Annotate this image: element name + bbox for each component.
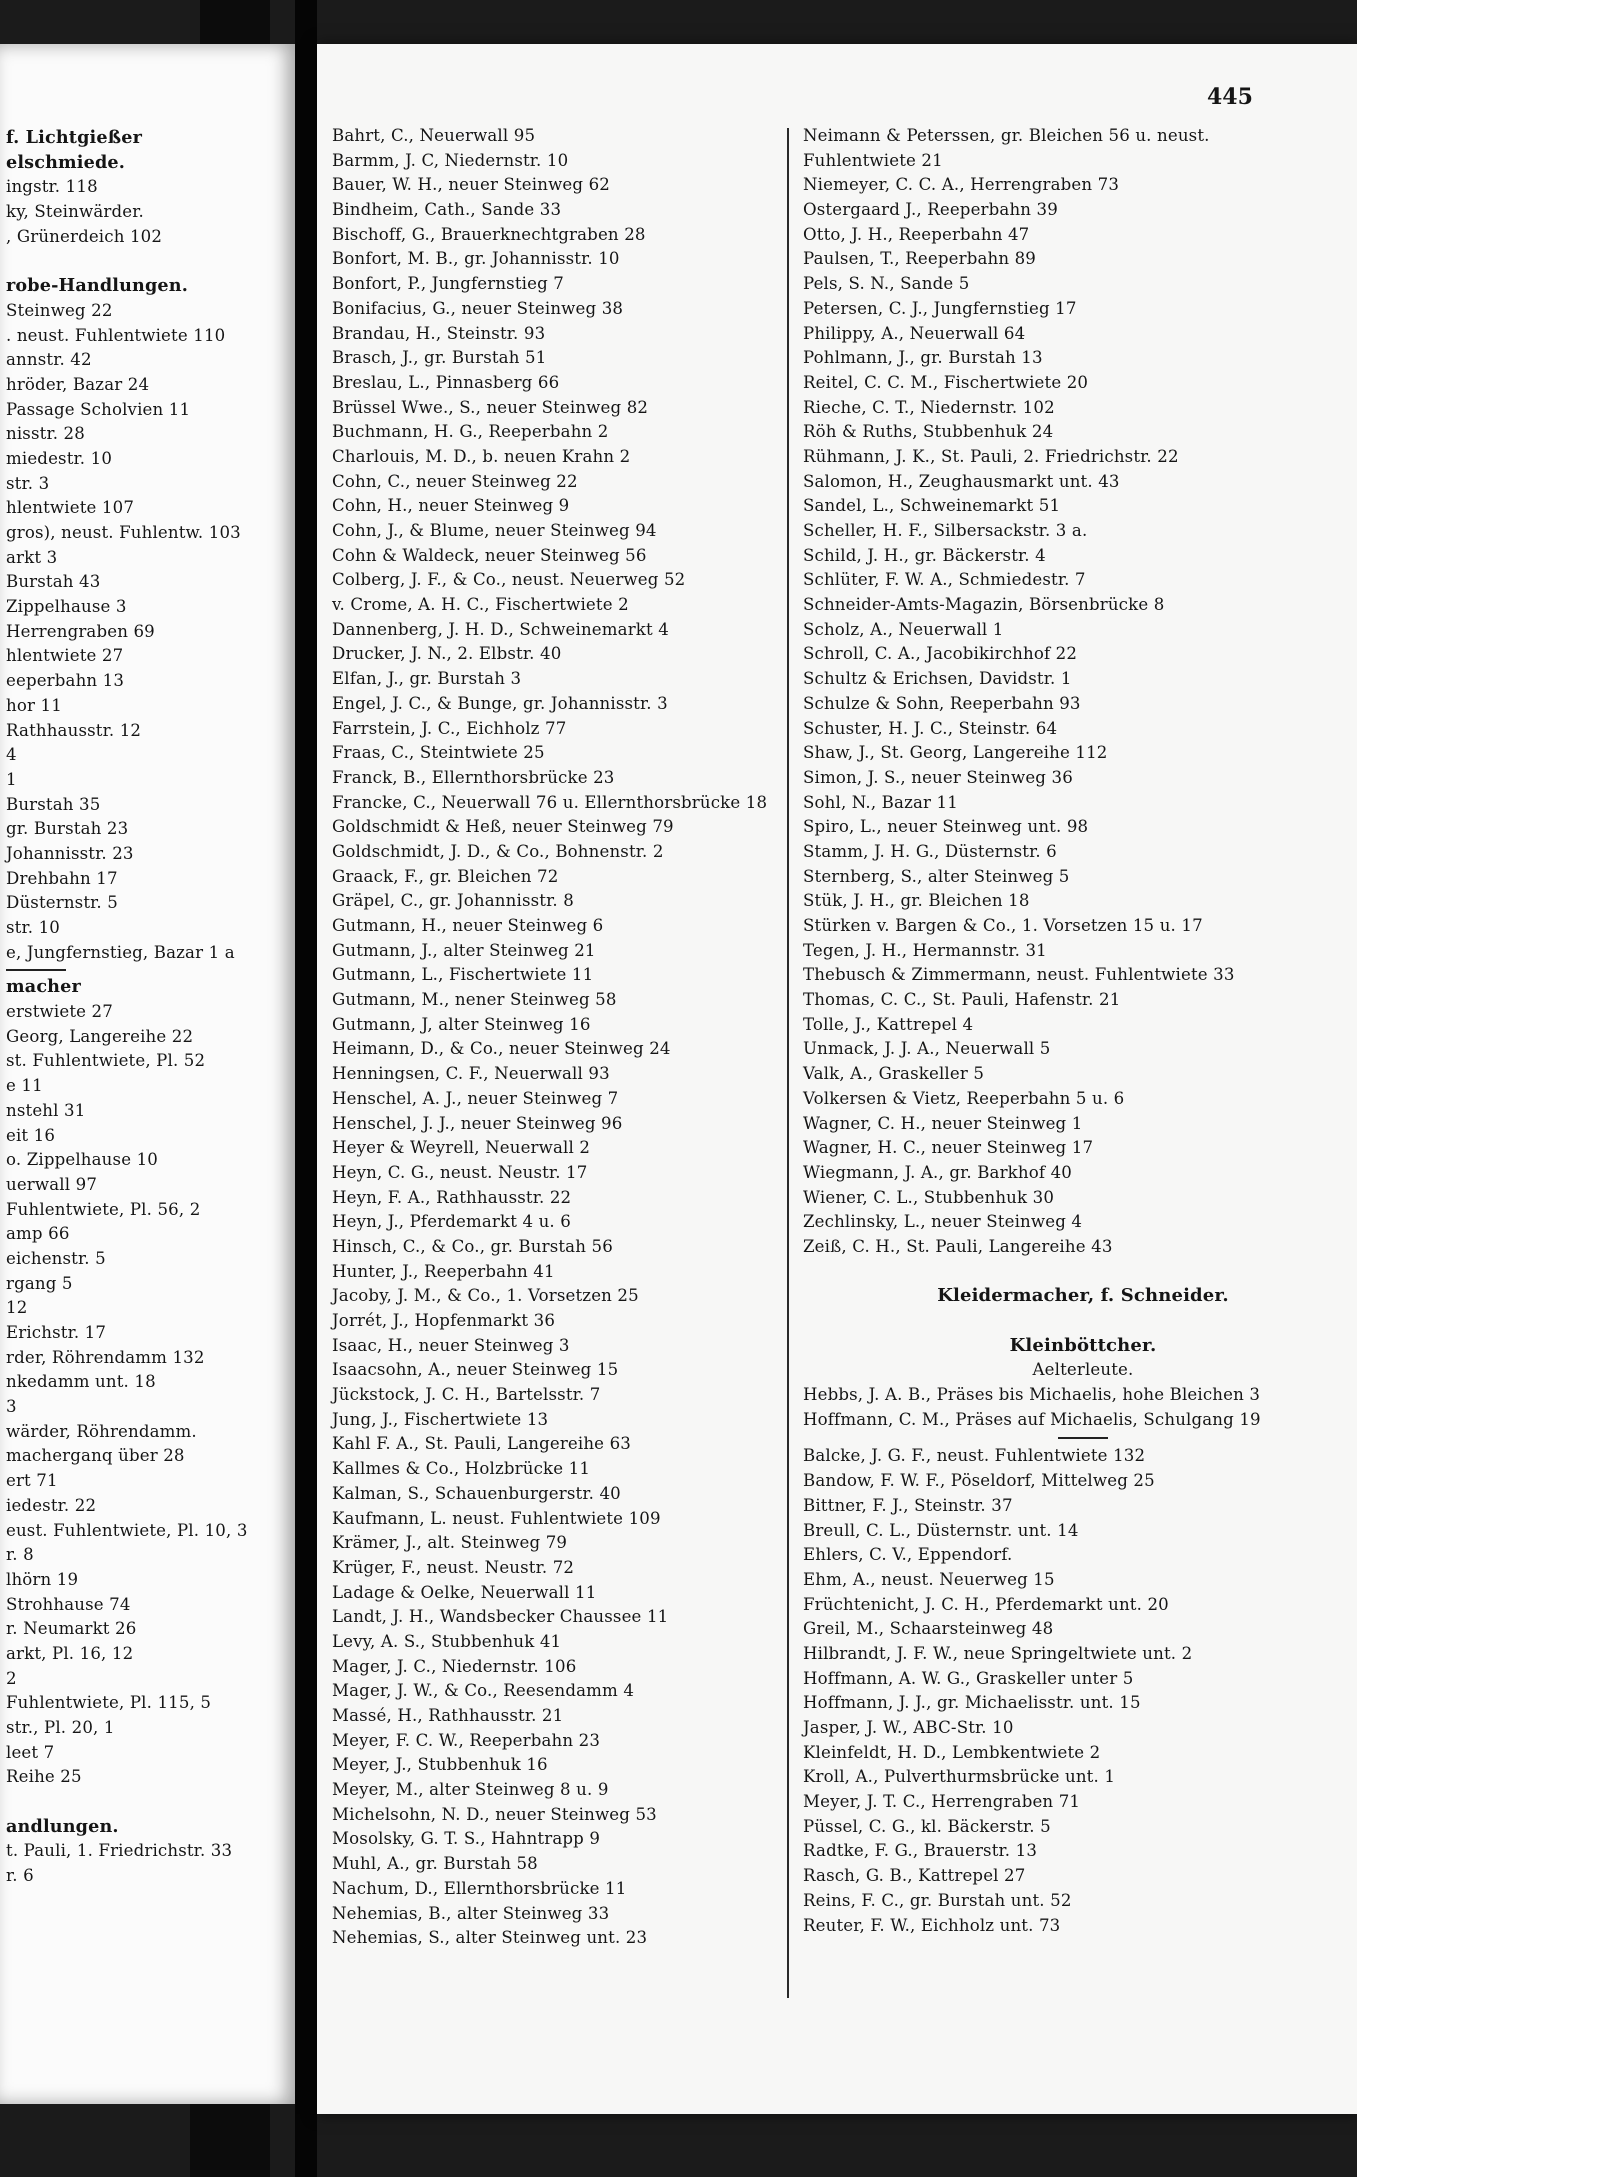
directory-entry: Franck, B., Ellernthorsbrücke 23 <box>332 767 615 787</box>
directory-entry: Gutmann, M., nener Steinweg 58 <box>332 990 617 1010</box>
directory-entry: Herrengraben 69 <box>6 621 155 641</box>
directory-entry: gr. Burstah 23 <box>6 819 129 839</box>
directory-entry: Otto, J. H., Reeperbahn 47 <box>803 224 1030 244</box>
directory-entry: Wagner, C. H., neuer Steinweg 1 <box>803 1113 1083 1133</box>
directory-entry: Kaufmann, L. neust. Fuhlentwiete 109 <box>332 1508 661 1528</box>
directory-entry: Rieche, C. T., Niedernstr. 102 <box>803 397 1055 417</box>
directory-entry: Tolle, J., Kattrepel 4 <box>803 1014 974 1034</box>
directory-entry: Burstah 35 <box>6 794 101 814</box>
directory-entry: Schulze & Sohn, Reeperbahn 93 <box>803 693 1081 713</box>
directory-entry: Elfan, J., gr. Burstah 3 <box>332 669 522 689</box>
directory-entry: Jasper, J. W., ABC-Str. 10 <box>803 1718 1014 1737</box>
directory-entry: Shaw, J., St. Georg, Langereihe 112 <box>803 743 1108 763</box>
directory-entry: Drehbahn 17 <box>6 868 118 888</box>
book-gutter <box>295 0 317 2177</box>
directory-entry: Brüssel Wwe., S., neuer Steinweg 82 <box>332 397 649 417</box>
directory-entry: Francke, C., Neuerwall 76 u. Ellernthorsbrücke 18 <box>332 792 768 812</box>
directory-entry: Krämer, J., alt. Steinweg 79 <box>332 1533 568 1553</box>
directory-entry: Barmm, J. C, Niedernstr. 10 <box>332 150 569 170</box>
directory-entry: Bandow, F. W. F., Pöseldorf, Mittelweg 25 <box>803 1471 1155 1491</box>
directory-entry: Bittner, F. J., Steinstr. 37 <box>803 1495 1013 1515</box>
directory-entry: Meyer, J. T. C., Herrengraben 71 <box>803 1792 1081 1812</box>
directory-entry: 4 <box>6 745 17 765</box>
directory-entry: Früchtenicht, J. C. H., Pferdemarkt unt. 20 <box>803 1594 1169 1614</box>
directory-entry: leet 7 <box>6 1742 55 1762</box>
directory-entry: Gutmann, L., Fischertwiete 11 <box>332 965 594 985</box>
directory-entry: Jorrét, J., Hopfenmarkt 36 <box>332 1311 556 1330</box>
directory-entry: str. 3 <box>6 473 50 493</box>
directory-entry: Stamm, J. H. G., Düsternstr. 6 <box>803 841 1057 861</box>
scan-margin <box>1357 0 1600 2177</box>
directory-entry: Paulsen, T., Reeperbahn 89 <box>803 249 1037 269</box>
directory-entry: 3 <box>6 1397 17 1417</box>
directory-entry: Nehemias, B., alter Steinweg 33 <box>332 1903 610 1923</box>
directory-entry: Fraas, C., Steintwiete 25 <box>332 743 545 763</box>
directory-entry: Passage Scholvien 11 <box>6 399 191 419</box>
directory-entry: Rühmann, J. K., St. Pauli, 2. Friedrichstr. 22 <box>803 446 1179 466</box>
directory-entry: Volkersen & Vietz, Reeperbahn 5 u. 6 <box>803 1088 1125 1108</box>
directory-entry: e, Jungfernstieg, Bazar 1 a <box>6 942 235 962</box>
directory-entry: Reitel, C. C. M., Fischertwiete 20 <box>803 372 1089 392</box>
directory-entry: Kleinfeldt, H. D., Lembkentwiete 2 <box>803 1742 1101 1762</box>
directory-entry: erstwiete 27 <box>6 1002 113 1022</box>
directory-entry: Levy, A. S., Stubbenhuk 41 <box>332 1631 562 1651</box>
directory-entry: Gutmann, H., neuer Steinweg 6 <box>332 916 604 935</box>
directory-entry: Balcke, J. G. F., neust. Fuhlentwiete 132 <box>803 1446 1146 1466</box>
directory-entry: Henningsen, C. F., Neuerwall 93 <box>332 1064 610 1084</box>
directory-entry: Sternberg, S., alter Steinweg 5 <box>803 866 1070 886</box>
directory-entry: Philippy, A., Neuerwall 64 <box>803 323 1026 343</box>
directory-entry: Düsternstr. 5 <box>6 893 118 913</box>
spacer <box>803 1260 1357 1285</box>
directory-entry: r. Neumarkt 26 <box>6 1619 137 1639</box>
directory-entry: Cohn, J., & Blume, neuer Steinweg 94 <box>332 521 657 540</box>
directory-entry: Unmack, J. J. A., Neuerwall 5 <box>803 1039 1051 1059</box>
directory-entry: Brasch, J., gr. Burstah 51 <box>332 348 547 368</box>
directory-entry: Muhl, A., gr. Burstah 58 <box>332 1854 538 1874</box>
directory-entry: Jückstock, J. C. H., Bartelsstr. 7 <box>332 1385 601 1405</box>
directory-entry: st. Fuhlentwiete, Pl. 52 <box>6 1051 206 1071</box>
directory-entry: amp 66 <box>6 1224 70 1244</box>
directory-entry: Fuhlentwiete, Pl. 56, 2 <box>6 1199 201 1219</box>
directory-entry: Strohhause 74 <box>6 1594 131 1614</box>
directory-entry: Gutmann, J, alter Steinweg 16 <box>332 1014 591 1034</box>
directory-entry: Valk, A., Graskeller 5 <box>803 1064 985 1084</box>
directory-entry: Salomon, H., Zeughausmarkt unt. 43 <box>803 471 1120 491</box>
section-heading: f. Lichtgießer <box>6 127 142 148</box>
directory-entry: Krüger, F., neust. Neustr. 72 <box>332 1557 575 1577</box>
section-heading: andlungen. <box>6 1815 119 1837</box>
directory-entry: Scheller, H. F., Silbersackstr. 3 a. <box>803 521 1088 540</box>
directory-entry: nstehl 31 <box>6 1100 86 1120</box>
section-heading: robe-Handlungen. <box>6 275 188 297</box>
directory-entry: eit 16 <box>6 1125 56 1145</box>
directory-entry: o. Zippelhause 10 <box>6 1150 158 1170</box>
directory-entry: Hoffmann, A. W. G., Graskeller unter 5 <box>803 1668 1134 1688</box>
directory-entry: Johannisstr. 23 <box>6 843 134 863</box>
directory-entry: Kalman, S., Schauenburgerstr. 40 <box>332 1483 621 1503</box>
directory-entry: Bonifacius, G., neuer Steinweg 38 <box>332 298 624 318</box>
spacer <box>803 1309 1357 1334</box>
directory-entry: Buchmann, H. G., Reeperbahn 2 <box>332 422 609 442</box>
directory-entry: Steinweg 22 <box>6 300 113 320</box>
directory-entry: Meyer, F. C. W., Reeperbahn 23 <box>332 1730 601 1750</box>
directory-entry: t. Pauli, 1. Friedrichstr. 33 <box>6 1841 233 1861</box>
directory-entry: Kallmes & Co., Holzbrücke 11 <box>332 1459 591 1479</box>
directory-entry: Heyn, F. A., Rathhausstr. 22 <box>332 1187 572 1207</box>
directory-entry: Breull, C. L., Düsternstr. unt. 14 <box>803 1520 1079 1540</box>
directory-entry: Neimann & Peterssen, gr. Bleichen 56 u. neust. <box>803 126 1210 145</box>
directory-entry: Reins, F. C., gr. Burstah unt. 52 <box>803 1890 1072 1910</box>
section-heading: Kleinböttcher. <box>1009 1334 1157 1356</box>
directory-entry: rgang 5 <box>6 1273 73 1293</box>
directory-entry: Erichstr. 17 <box>6 1323 107 1342</box>
page-number: 445 <box>1207 84 1253 110</box>
directory-entry: r. 6 <box>6 1866 34 1886</box>
directory-entry: 1 <box>6 769 17 789</box>
directory-entry: Meyer, M., alter Steinweg 8 u. 9 <box>332 1780 609 1800</box>
directory-entry: Heyn, C. G., neust. Neustr. 17 <box>332 1162 588 1182</box>
directory-entry: Kahl F. A., St. Pauli, Langereihe 63 <box>332 1434 631 1454</box>
directory-entry: Gräpel, C., gr. Johannisstr. 8 <box>332 891 574 911</box>
directory-entry: Schild, J. H., gr. Bäckerstr. 4 <box>803 545 1046 565</box>
directory-entry: Reuter, F. W., Eichholz unt. 73 <box>803 1915 1061 1935</box>
directory-entry: Fuhlentwiete, Pl. 115, 5 <box>6 1693 212 1713</box>
directory-entry: Röh & Ruths, Stubbenhuk 24 <box>803 422 1054 442</box>
directory-entry: Fuhlentwiete 21 <box>803 150 943 170</box>
directory-entry: , Grünerdeich 102 <box>6 226 163 246</box>
right-page <box>317 44 1357 2114</box>
directory-entry: Heyer & Weyrell, Neuerwall 2 <box>332 1138 591 1158</box>
directory-entry: Scholz, A., Neuerwall 1 <box>803 619 1004 639</box>
directory-entry: Rasch, G. B., Kattrepel 27 <box>803 1866 1026 1886</box>
directory-entry: Bischoff, G., Brauerknechtgraben 28 <box>332 224 646 244</box>
directory-entry: Ladage & Oelke, Neuerwall 11 <box>332 1582 597 1602</box>
spacer <box>6 249 291 274</box>
directory-entry: Kroll, A., Pulverthurmsbrücke unt. 1 <box>803 1767 1116 1787</box>
directory-entry: Wiegmann, J. A., gr. Barkhof 40 <box>803 1162 1072 1182</box>
directory-entry: annstr. 42 <box>6 350 92 370</box>
directory-entry: Bauer, W. H., neuer Steinweg 62 <box>332 175 611 195</box>
directory-entry: Schuster, H. J. C., Steinstr. 64 <box>803 718 1058 738</box>
directory-entry: Farrstein, J. C., Eichholz 77 <box>332 718 567 738</box>
directory-entry: Hinsch, C., & Co., gr. Burstah 56 <box>332 1236 613 1256</box>
section-heading: Kleidermacher, f. Schneider. <box>937 1285 1229 1307</box>
directory-entry: nisstr. 28 <box>6 424 85 444</box>
directory-entry: Dannenberg, J. H. D., Schweinemarkt 4 <box>332 619 669 639</box>
binding-strip-bottom <box>190 2100 270 2177</box>
directory-entry: Gutmann, J., alter Steinweg 21 <box>332 940 596 960</box>
directory-entry: . neust. Fuhlentwiete 110 <box>6 325 226 345</box>
directory-entry: Charlouis, M. D., b. neuen Krahn 2 <box>332 446 631 466</box>
directory-entry: Burstah 43 <box>6 572 101 592</box>
directory-entry: v. Crome, A. H. C., Fischertwiete 2 <box>332 595 629 615</box>
left-page-column <box>6 126 291 1889</box>
section-heading: elschmiede. <box>6 151 126 173</box>
directory-entry: Bahrt, C., Neuerwall 95 <box>332 126 536 145</box>
directory-entry: Breslau, L., Pinnasberg 66 <box>332 372 560 392</box>
directory-entry: Schultz & Erichsen, Davidstr. 1 <box>803 669 1072 689</box>
directory-entry: Graack, F., gr. Bleichen 72 <box>332 866 559 886</box>
directory-entry: Cohn, H., neuer Steinweg 9 <box>332 496 570 516</box>
directory-entry: Püssel, C. G., kl. Bäckerstr. 5 <box>803 1816 1051 1836</box>
directory-entry: hlentwiete 107 <box>6 498 135 518</box>
directory-entry: r. 8 <box>6 1545 34 1565</box>
directory-entry: Pels, S. N., Sande 5 <box>803 274 970 294</box>
directory-entry: Thebusch & Zimmermann, neust. Fuhlentwiete 33 <box>803 965 1235 985</box>
directory-entry: Goldschmidt & Heß, neuer Steinweg 79 <box>332 817 674 837</box>
directory-entry: Colberg, J. F., & Co., neust. Neuerweg 52 <box>332 570 686 590</box>
directory-entry: eichenstr. 5 <box>6 1248 106 1268</box>
directory-entry: Stürken v. Bargen & Co., 1. Vorsetzen 15 u. 17 <box>803 916 1203 935</box>
directory-entry: Henschel, A. J., neuer Steinweg 7 <box>332 1088 619 1108</box>
directory-entry: Ehlers, C. V., Eppendorf. <box>803 1545 1013 1565</box>
binding-strip-top <box>200 0 270 50</box>
directory-entry: Stük, J. H., gr. Bleichen 18 <box>803 891 1030 911</box>
directory-entry: Mosolsky, G. T. S., Hahntrapp 9 <box>332 1829 601 1849</box>
directory-entry: Rathhausstr. 12 <box>6 720 142 740</box>
directory-entry: Hilbrandt, J. F. W., neue Springeltwiete unt. 2 <box>803 1643 1193 1663</box>
directory-entry: eust. Fuhlentwiete, Pl. 10, 3 <box>6 1520 248 1540</box>
directory-entry: arkt, Pl. 16, 12 <box>6 1643 134 1663</box>
directory-entry: Landt, J. H., Wandsbecker Chaussee 11 <box>332 1607 669 1627</box>
directory-entry: Ostergaard J., Reeperbahn 39 <box>803 200 1058 220</box>
directory-column-2 <box>803 124 1357 1938</box>
directory-entry: Reihe 25 <box>6 1767 82 1787</box>
directory-entry: Petersen, C. J., Jungfernstieg 17 <box>803 298 1077 318</box>
directory-entry: Mager, J. W., & Co., Reesendamm 4 <box>332 1681 635 1701</box>
directory-entry: str. 10 <box>6 918 61 937</box>
directory-entry: 12 <box>6 1298 28 1318</box>
directory-entry: Hoffmann, C. M., Präses auf Michaelis, Schulgang 19 <box>803 1409 1261 1429</box>
directory-entry: Jacoby, J. M., & Co., 1. Vorsetzen 25 <box>332 1286 639 1306</box>
directory-entry: Drucker, J. N., 2. Elbstr. 40 <box>332 644 562 664</box>
directory-entry: Radtke, F. G., Brauerstr. 13 <box>803 1841 1038 1861</box>
directory-entry: Heyn, J., Pferdemarkt 4 u. 6 <box>332 1212 571 1232</box>
directory-entry: Niemeyer, C. C. A., Herrengraben 73 <box>803 175 1120 195</box>
directory-entry: Engel, J. C., & Bunge, gr. Johannisstr. 3 <box>332 693 668 713</box>
directory-entry: Cohn & Waldeck, neuer Steinweg 56 <box>332 545 647 565</box>
directory-entry: Wiener, C. L., Stubbenhuk 30 <box>803 1187 1055 1207</box>
directory-entry: macherganq über 28 <box>6 1446 185 1466</box>
directory-entry: rder, Röhrendamm 132 <box>6 1347 205 1367</box>
directory-entry: Zeiß, C. H., St. Pauli, Langereihe 43 <box>803 1236 1113 1256</box>
directory-entry: ingstr. 118 <box>6 177 98 197</box>
directory-entry: Isaacsohn, A., neuer Steinweg 15 <box>332 1360 619 1380</box>
directory-entry: Nehemias, S., alter Steinweg unt. 23 <box>332 1928 648 1948</box>
directory-entry: iedestr. 22 <box>6 1495 97 1515</box>
directory-entry: hröder, Bazar 24 <box>6 374 150 394</box>
directory-entry: Thomas, C. C., St. Pauli, Hafenstr. 21 <box>803 990 1121 1010</box>
directory-entry: Michelsohn, N. D., neuer Steinweg 53 <box>332 1804 657 1824</box>
directory-entry: ky, Steinwärder. <box>6 202 144 222</box>
directory-entry: Georg, Langereihe 22 <box>6 1026 194 1046</box>
directory-entry: Sohl, N., Bazar 11 <box>803 792 958 812</box>
directory-entry: gros), neust. Fuhlentw. 103 <box>6 523 241 542</box>
directory-entry: eeperbahn 13 <box>6 671 125 691</box>
directory-entry: Mager, J. C., Niedernstr. 106 <box>332 1656 577 1676</box>
directory-entry: Pohlmann, J., gr. Burstah 13 <box>803 348 1043 368</box>
directory-entry: Schlüter, F. W. A., Schmiedestr. 7 <box>803 570 1086 590</box>
directory-entry: Schroll, C. A., Jacobikirchhof 22 <box>803 644 1078 664</box>
directory-entry: wärder, Röhrendamm. <box>6 1421 197 1441</box>
spacer <box>6 1790 291 1815</box>
directory-entry: Massé, H., Rathhausstr. 21 <box>332 1706 564 1725</box>
directory-entry: Isaac, H., neuer Steinweg 3 <box>332 1335 570 1355</box>
directory-entry: Greil, M., Schaarsteinweg 48 <box>803 1619 1054 1639</box>
directory-entry: str., Pl. 20, 1 <box>6 1718 115 1737</box>
directory-entry: hor 11 <box>6 695 62 715</box>
directory-entry: Nachum, D., Ellernthorsbrücke 11 <box>332 1878 627 1898</box>
directory-entry: Simon, J. S., neuer Steinweg 36 <box>803 767 1073 787</box>
directory-entry: Schneider-Amts-Magazin, Börsenbrücke 8 <box>803 595 1165 615</box>
directory-entry: hlentwiete 27 <box>6 646 124 666</box>
directory-entry: Bindheim, Cath., Sande 33 <box>332 200 562 220</box>
directory-entry: arkt 3 <box>6 547 58 567</box>
section-subheading: Aelterleute. <box>1032 1360 1134 1380</box>
directory-entry: Meyer, J., Stubbenhuk 16 <box>332 1755 548 1775</box>
directory-entry: ert 71 <box>6 1471 58 1491</box>
column-divider <box>787 128 789 1998</box>
directory-entry: Hoffmann, J. J., gr. Michaelisstr. unt. 15 <box>803 1693 1141 1713</box>
directory-entry: Wagner, H. C., neuer Steinweg 17 <box>803 1138 1094 1158</box>
section-heading: macher <box>6 976 81 998</box>
directory-entry: Bonfort, M. B., gr. Johannisstr. 10 <box>332 249 620 269</box>
directory-entry: Henschel, J. J., neuer Steinweg 96 <box>332 1113 623 1133</box>
left-page <box>0 44 295 2104</box>
directory-entry: Zippelhause 3 <box>6 597 127 617</box>
directory-entry: Spiro, L., neuer Steinweg unt. 98 <box>803 817 1089 837</box>
directory-entry: Ehm, A., neust. Neuerweg 15 <box>803 1569 1055 1589</box>
directory-entry: e 11 <box>6 1076 43 1096</box>
directory-entry: nkedamm unt. 18 <box>6 1372 156 1392</box>
directory-entry: Heimann, D., & Co., neuer Steinweg 24 <box>332 1039 671 1059</box>
section-rule <box>803 1432 1357 1444</box>
section-rule <box>6 965 291 975</box>
directory-entry: Tegen, J. H., Hermannstr. 31 <box>803 940 1047 960</box>
directory-entry: 2 <box>6 1668 17 1688</box>
directory-entry: Zechlinsky, L., neuer Steinweg 4 <box>803 1212 1083 1232</box>
directory-entry: Bonfort, P., Jungfernstieg 7 <box>332 274 564 294</box>
directory-entry: Brandau, H., Steinstr. 93 <box>332 323 546 343</box>
directory-entry: Sandel, L., Schweinemarkt 51 <box>803 496 1061 516</box>
directory-entry: miedestr. 10 <box>6 448 113 468</box>
directory-entry: uerwall 97 <box>6 1174 98 1194</box>
directory-entry: lhörn 19 <box>6 1569 79 1589</box>
directory-entry: Jung, J., Fischertwiete 13 <box>332 1409 549 1429</box>
directory-entry: Hebbs, J. A. B., Präses bis Michaelis, hohe Bleichen 3 <box>803 1385 1261 1405</box>
directory-entry: Cohn, C., neuer Steinweg 22 <box>332 471 578 491</box>
directory-entry: Goldschmidt, J. D., & Co., Bohnenstr. 2 <box>332 841 664 861</box>
directory-column-1 <box>332 124 792 1951</box>
directory-entry: Hunter, J., Reeperbahn 41 <box>332 1261 555 1281</box>
